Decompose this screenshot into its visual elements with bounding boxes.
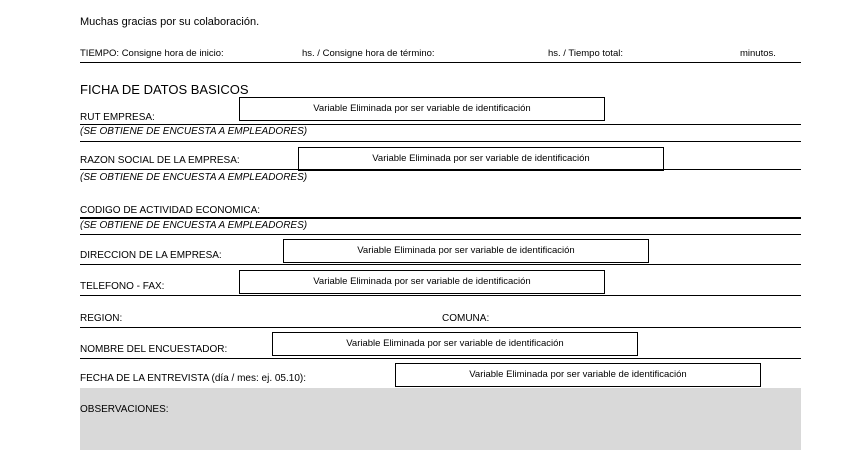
razon-divider bbox=[80, 169, 801, 170]
fecha-value-box[interactable]: Variable Eliminada por ser variable de identificación bbox=[395, 363, 761, 387]
tiempo-hs-termino: hs. / Tiempo total: bbox=[548, 48, 623, 59]
telefono-value-box[interactable]: Variable Eliminada por ser variable de identificación bbox=[239, 270, 605, 294]
razon-divider-top bbox=[80, 141, 801, 142]
direccion-divider bbox=[80, 264, 801, 265]
codigo-label: CODIGO DE ACTIVIDAD ECONOMICA: bbox=[80, 205, 261, 216]
rut-label: RUT EMPRESA: bbox=[80, 112, 155, 123]
region-divider bbox=[80, 327, 801, 328]
fecha-label: FECHA DE LA ENTREVISTA (día / mes: ej. 05.10): bbox=[80, 373, 307, 384]
tiempo-minutos: minutos. bbox=[740, 48, 776, 59]
thanks-text: Muchas gracias por su colaboración. bbox=[80, 16, 260, 28]
tiempo-hs-inicio: hs. / Consigne hora de término: bbox=[302, 48, 435, 59]
comuna-label: COMUNA: bbox=[442, 313, 490, 324]
telefono-divider bbox=[80, 295, 801, 296]
observaciones-label: OBSERVACIONES: bbox=[80, 404, 169, 415]
region-label: REGION: bbox=[80, 313, 123, 324]
encuestador-value-box[interactable]: Variable Eliminada por ser variable de identificación bbox=[272, 332, 638, 356]
telefono-label: TELEFONO - FAX: bbox=[80, 281, 165, 292]
codigo-note: (SE OBTIENE DE ENCUESTA A EMPLEADORES) bbox=[80, 220, 308, 231]
tiempo-divider bbox=[80, 62, 801, 63]
encuestador-label: NOMBRE DEL ENCUESTADOR: bbox=[80, 344, 228, 355]
razon-value-box[interactable]: Variable Eliminada por ser variable de identificación bbox=[298, 147, 664, 171]
tiempo-label: TIEMPO: Consigne hora de inicio: bbox=[80, 48, 224, 59]
rut-divider bbox=[80, 124, 801, 125]
ficha-title: FICHA DE DATOS BASICOS bbox=[80, 82, 249, 97]
razon-note: (SE OBTIENE DE ENCUESTA A EMPLEADORES) bbox=[80, 172, 308, 183]
rut-note: (SE OBTIENE DE ENCUESTA A EMPLEADORES) bbox=[80, 126, 308, 137]
rut-value-box[interactable]: Variable Eliminada por ser variable de identificación bbox=[239, 97, 605, 121]
razon-label: RAZON SOCIAL DE LA EMPRESA: bbox=[80, 155, 240, 166]
codigo-divider-bottom bbox=[80, 234, 801, 235]
codigo-divider bbox=[80, 217, 801, 219]
encuestador-divider bbox=[80, 358, 801, 359]
direccion-value-box[interactable]: Variable Eliminada por ser variable de identificación bbox=[283, 239, 649, 263]
direccion-label: DIRECCION DE LA EMPRESA: bbox=[80, 250, 222, 261]
observaciones-area[interactable] bbox=[80, 388, 801, 450]
